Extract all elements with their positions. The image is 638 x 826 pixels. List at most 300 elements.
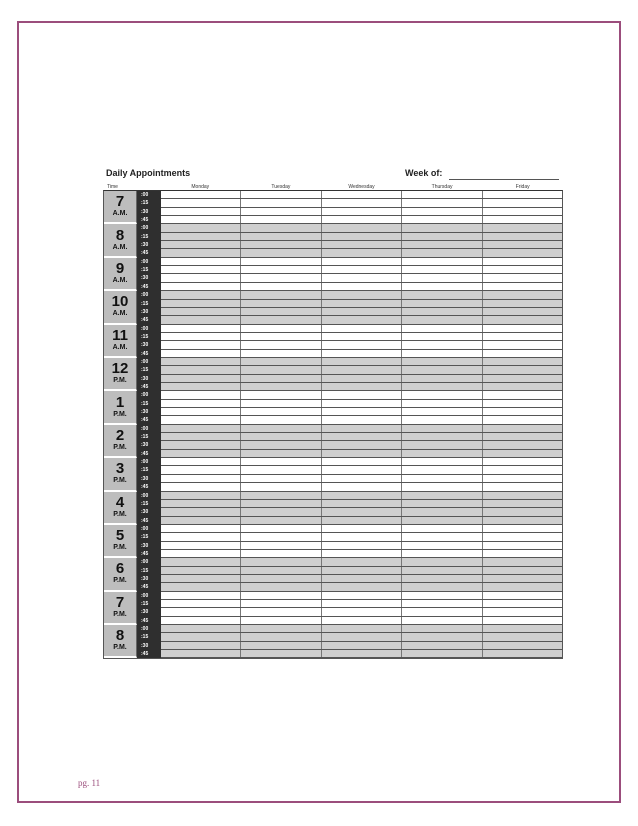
appointment-cell[interactable] [241,333,321,340]
appointment-cell[interactable] [402,525,482,532]
appointment-cell[interactable] [161,642,241,649]
appointment-cell[interactable] [483,625,562,632]
appointment-cell[interactable] [483,416,562,423]
appointment-cell[interactable] [322,425,402,432]
appointment-cell[interactable] [402,408,482,415]
appointment-cell[interactable] [161,567,241,574]
appointment-cell[interactable] [241,300,321,307]
appointment-cell[interactable] [402,300,482,307]
appointment-cell[interactable] [161,608,241,615]
appointment-cell[interactable] [161,199,241,206]
appointment-cell[interactable] [483,266,562,273]
appointment-cell[interactable] [483,258,562,265]
appointment-cell[interactable] [241,266,321,273]
minute-label: :30 [141,642,149,649]
appointment-cell[interactable] [483,567,562,574]
appointment-cell[interactable] [322,199,402,206]
appointment-cell[interactable] [241,416,321,423]
appointment-cell[interactable] [161,633,241,640]
appointment-cell[interactable] [402,366,482,373]
appointment-cell[interactable] [322,291,402,298]
appointment-cell[interactable] [402,650,482,657]
appointment-cell[interactable] [483,633,562,640]
appointment-cell[interactable] [241,241,321,248]
appointment-cell[interactable] [241,433,321,440]
appointment-cell[interactable] [322,433,402,440]
appointment-cell[interactable] [322,274,402,281]
hour-block [104,191,562,224]
appointment-cell[interactable] [322,550,402,557]
appointment-cell[interactable] [241,208,321,215]
appointment-cell[interactable] [161,224,241,231]
appointment-cell[interactable] [161,350,241,357]
appointment-cell[interactable] [161,592,241,599]
appointment-cell[interactable] [161,450,241,457]
appointment-cell[interactable] [161,416,241,423]
appointment-cell[interactable] [241,517,321,524]
appointment-cell[interactable] [322,575,402,582]
appointment-cell[interactable] [483,458,562,465]
appointment-cell[interactable] [322,366,402,373]
appointment-cell[interactable] [241,224,321,231]
appointment-cell[interactable] [241,525,321,532]
appointment-cell[interactable] [161,583,241,590]
appointment-cell[interactable] [241,508,321,515]
hour-label [104,558,137,591]
appointment-cell[interactable] [241,600,321,607]
appointment-cell[interactable] [241,316,321,323]
appointment-cell[interactable] [322,517,402,524]
appointment-cell[interactable] [483,583,562,590]
appointment-cell[interactable] [483,224,562,231]
appointment-cell[interactable] [161,625,241,632]
appointment-cell[interactable] [402,617,482,624]
appointment-cell[interactable] [402,533,482,540]
appointment-cell[interactable] [402,550,482,557]
appointment-cell[interactable] [322,533,402,540]
appointment-cell[interactable] [161,274,241,281]
appointment-cell[interactable] [241,450,321,457]
appointment-cell[interactable] [161,366,241,373]
appointment-cell[interactable] [241,458,321,465]
appointment-cell[interactable] [161,375,241,382]
appointment-cell[interactable] [322,483,402,490]
appointment-cell[interactable] [241,308,321,315]
appointment-cell[interactable] [241,475,321,482]
appointment-cell[interactable] [402,291,482,298]
appointment-cell[interactable] [241,533,321,540]
appointment-cell[interactable] [483,208,562,215]
appointment-cell[interactable] [322,650,402,657]
appointment-cell[interactable] [322,325,402,332]
appointment-cell[interactable] [161,325,241,332]
appointment-cell[interactable] [241,608,321,615]
appointment-cell[interactable] [483,433,562,440]
appointment-cell[interactable] [161,558,241,565]
appointment-cell[interactable] [402,575,482,582]
appointment-cell[interactable] [483,508,562,515]
appointment-cell[interactable] [241,274,321,281]
appointment-cell[interactable] [322,241,402,248]
appointment-cell[interactable] [402,608,482,615]
appointment-cell[interactable] [402,583,482,590]
appointment-cell[interactable] [483,400,562,407]
time-slot-row [161,433,562,441]
appointment-cell[interactable] [483,375,562,382]
appointment-cell[interactable] [241,583,321,590]
appointment-cell[interactable] [402,483,482,490]
appointment-cell[interactable] [483,592,562,599]
appointment-cell[interactable] [402,400,482,407]
appointment-cell[interactable] [402,592,482,599]
appointment-cell[interactable] [322,500,402,507]
appointment-cell[interactable] [483,500,562,507]
appointment-cell[interactable] [161,550,241,557]
appointment-cell[interactable] [241,492,321,499]
day-slots [161,425,562,458]
appointment-cell[interactable] [241,542,321,549]
appointment-cell[interactable] [322,441,402,448]
appointment-cell[interactable] [241,466,321,473]
appointment-cell[interactable] [483,358,562,365]
appointment-cell[interactable] [322,249,402,256]
time-slot-row [161,416,562,424]
appointment-cell[interactable] [483,241,562,248]
appointment-cell[interactable] [322,642,402,649]
appointment-cell[interactable] [402,433,482,440]
appointment-cell[interactable] [322,400,402,407]
appointment-cell[interactable] [241,625,321,632]
appointment-cell[interactable] [161,500,241,507]
appointment-cell[interactable] [241,341,321,348]
appointment-cell[interactable] [322,508,402,515]
appointment-cell[interactable] [161,358,241,365]
appointment-cell[interactable] [161,425,241,432]
appointment-cell[interactable] [241,575,321,582]
appointment-cell[interactable] [161,483,241,490]
appointment-cell[interactable] [241,642,321,649]
appointment-cell[interactable] [241,408,321,415]
appointment-cell[interactable] [322,358,402,365]
hour-number: 4 [115,493,125,511]
appointment-cell[interactable] [322,592,402,599]
appointment-cell[interactable] [322,608,402,615]
appointment-cell[interactable] [241,391,321,398]
appointment-cell[interactable] [322,633,402,640]
appointment-cell[interactable] [483,575,562,582]
appointment-cell[interactable] [161,400,241,407]
appointment-cell[interactable] [322,391,402,398]
appointment-cell[interactable] [483,650,562,657]
appointment-cell[interactable] [241,400,321,407]
appointment-cell[interactable] [241,483,321,490]
minute-label: :00 [141,492,149,499]
appointment-cell[interactable] [241,441,321,448]
appointment-cell[interactable] [322,208,402,215]
appointment-cell[interactable] [161,208,241,215]
appointment-cell[interactable] [402,241,482,248]
time-slot-row [161,274,562,282]
appointment-cell[interactable] [402,249,482,256]
appointment-cell[interactable] [241,233,321,240]
appointment-cell[interactable] [402,341,482,348]
appointment-cell[interactable] [241,366,321,373]
appointment-cell[interactable] [322,266,402,273]
appointment-cell[interactable] [241,325,321,332]
appointment-cell[interactable] [402,642,482,649]
appointment-cell[interactable] [483,450,562,457]
appointment-cell[interactable] [322,375,402,382]
appointment-cell[interactable] [483,466,562,473]
appointment-cell[interactable] [402,441,482,448]
appointment-cell[interactable] [402,191,482,198]
appointment-cell[interactable] [402,425,482,432]
appointment-cell[interactable] [402,475,482,482]
appointment-cell[interactable] [161,408,241,415]
appointment-cell[interactable] [322,567,402,574]
appointment-cell[interactable] [483,600,562,607]
appointment-cell[interactable] [402,458,482,465]
appointment-cell[interactable] [483,517,562,524]
appointment-cell[interactable] [402,233,482,240]
appointment-cell[interactable] [241,191,321,198]
appointment-cell[interactable] [402,517,482,524]
appointment-cell[interactable] [161,241,241,248]
appointment-cell[interactable] [402,216,482,223]
appointment-cell[interactable] [483,475,562,482]
appointment-cell[interactable] [161,466,241,473]
appointment-cell[interactable] [161,492,241,499]
appointment-cell[interactable] [322,492,402,499]
minute-label: :00 [141,425,149,432]
appointment-cell[interactable] [241,617,321,624]
appointment-cell[interactable] [402,325,482,332]
appointment-cell[interactable] [483,291,562,298]
appointment-cell[interactable] [322,383,402,390]
appointment-cell[interactable] [483,608,562,615]
appointment-cell[interactable] [322,308,402,315]
time-slot-row [161,525,562,533]
appointment-cell[interactable] [322,542,402,549]
appointment-cell[interactable] [161,433,241,440]
appointment-cell[interactable] [402,508,482,515]
appointment-cell[interactable] [483,617,562,624]
appointment-cell[interactable] [322,625,402,632]
appointment-cell[interactable] [483,408,562,415]
appointment-cell[interactable] [483,550,562,557]
appointment-cell[interactable] [241,249,321,256]
appointment-cell[interactable] [402,224,482,231]
appointment-cell[interactable] [483,191,562,198]
minute-label: :15 [141,534,149,541]
appointment-cell[interactable] [241,216,321,223]
time-slot-row [161,233,562,241]
appointment-cell[interactable] [161,391,241,398]
appointment-cell[interactable] [322,458,402,465]
appointment-cell[interactable] [322,258,402,265]
appointment-cell[interactable] [322,408,402,415]
appointment-cell[interactable] [483,558,562,565]
appointment-cell[interactable] [161,383,241,390]
time-slot-row [161,258,562,266]
appointment-cell[interactable] [322,475,402,482]
appointment-cell[interactable] [161,191,241,198]
appointment-cell[interactable] [402,358,482,365]
appointment-cell[interactable] [322,191,402,198]
appointment-cell[interactable] [161,441,241,448]
appointment-cell[interactable] [241,633,321,640]
appointment-cell[interactable] [402,466,482,473]
appointment-cell[interactable] [161,475,241,482]
appointment-cell[interactable] [402,266,482,273]
appointment-cell[interactable] [402,500,482,507]
appointment-cell[interactable] [402,416,482,423]
appointment-cell[interactable] [402,625,482,632]
appointment-cell[interactable] [402,383,482,390]
minute-label: :30 [141,575,149,582]
appointment-cell[interactable] [483,233,562,240]
appointment-cell[interactable] [322,224,402,231]
minute-label: :30 [141,275,149,282]
appointment-cell[interactable] [161,508,241,515]
appointment-cell[interactable] [161,233,241,240]
appointment-cell[interactable] [483,283,562,290]
appointment-cell[interactable] [241,375,321,382]
appointment-cell[interactable] [402,633,482,640]
appointment-cell[interactable] [322,350,402,357]
appointment-cell[interactable] [322,466,402,473]
appointment-cell[interactable] [402,258,482,265]
appointment-cell[interactable] [241,358,321,365]
appointment-cell[interactable] [483,325,562,332]
appointment-cell[interactable] [161,291,241,298]
appointment-cell[interactable] [322,341,402,348]
appointment-cell[interactable] [402,316,482,323]
appointment-cell[interactable] [241,199,321,206]
appointment-cell[interactable] [241,350,321,357]
appointment-cell[interactable] [483,492,562,499]
appointment-cell[interactable] [402,492,482,499]
appointment-cell[interactable] [161,333,241,340]
appointment-cell[interactable] [322,216,402,223]
appointment-cell[interactable] [483,300,562,307]
appointment-cell[interactable] [241,425,321,432]
appointment-cell[interactable] [241,558,321,565]
appointment-cell[interactable] [322,525,402,532]
appointment-cell[interactable] [241,291,321,298]
appointment-cell[interactable] [161,458,241,465]
appointment-cell[interactable] [483,425,562,432]
appointment-cell[interactable] [322,416,402,423]
appointment-cell[interactable] [322,333,402,340]
appointment-cell[interactable] [241,258,321,265]
appointment-cell[interactable] [241,592,321,599]
hour-number: 11 [112,326,128,344]
appointment-cell[interactable] [322,600,402,607]
appointment-cell[interactable] [483,308,562,315]
appointment-cell[interactable] [483,542,562,549]
week-of-line[interactable] [449,179,559,180]
appointment-cell[interactable] [483,199,562,206]
appointment-cell[interactable] [161,300,241,307]
appointment-cell[interactable] [241,650,321,657]
appointment-cell[interactable] [483,441,562,448]
appointment-cell[interactable] [161,575,241,582]
appointment-cell[interactable] [483,350,562,357]
appointment-cell[interactable] [402,600,482,607]
time-slot-row [161,466,562,474]
appointment-cell[interactable] [322,283,402,290]
appointment-cell[interactable] [161,517,241,524]
appointment-cell[interactable] [161,316,241,323]
appointment-cell[interactable] [161,341,241,348]
time-slot-row [161,316,562,324]
appointment-cell[interactable] [161,216,241,223]
appointment-cell[interactable] [402,333,482,340]
appointment-cell[interactable] [161,533,241,540]
appointment-cell[interactable] [483,274,562,281]
appointment-cell[interactable] [402,375,482,382]
appointment-cell[interactable] [483,383,562,390]
appointment-cell[interactable] [322,558,402,565]
appointment-cell[interactable] [161,308,241,315]
appointment-cell[interactable] [161,600,241,607]
appointment-cell[interactable] [161,542,241,549]
appointment-cell[interactable] [161,650,241,657]
appointment-cell[interactable] [483,525,562,532]
appointment-cell[interactable] [322,450,402,457]
appointment-cell[interactable] [241,550,321,557]
appointment-cell[interactable] [483,341,562,348]
appointment-cell[interactable] [322,300,402,307]
appointment-cell[interactable] [483,533,562,540]
appointment-cell[interactable] [402,274,482,281]
appointment-cell[interactable] [322,233,402,240]
appointment-cell[interactable] [241,383,321,390]
appointment-cell[interactable] [241,283,321,290]
appointment-cell[interactable] [483,316,562,323]
appointment-cell[interactable] [402,199,482,206]
appointment-cell[interactable] [402,558,482,565]
appointment-cell[interactable] [322,583,402,590]
appointment-cell[interactable] [402,567,482,574]
appointment-cell[interactable] [161,525,241,532]
appointment-cell[interactable] [161,283,241,290]
appointment-cell[interactable] [483,366,562,373]
appointment-cell[interactable] [402,542,482,549]
appointment-cell[interactable] [161,249,241,256]
appointment-cell[interactable] [161,617,241,624]
appointment-cell[interactable] [483,333,562,340]
appointment-cell[interactable] [402,283,482,290]
appointment-cell[interactable] [402,450,482,457]
appointment-cell[interactable] [483,642,562,649]
appointment-cell[interactable] [402,208,482,215]
appointment-cell[interactable] [322,316,402,323]
appointment-cell[interactable] [483,216,562,223]
appointment-cell[interactable] [483,391,562,398]
appointment-cell[interactable] [402,350,482,357]
appointment-cell[interactable] [402,391,482,398]
appointment-cell[interactable] [483,483,562,490]
appointment-cell[interactable] [241,567,321,574]
appointment-cell[interactable] [161,258,241,265]
appointment-cell[interactable] [402,308,482,315]
appointment-cell[interactable] [322,617,402,624]
appointment-cell[interactable] [241,500,321,507]
appointment-cell[interactable] [161,266,241,273]
appointment-cell[interactable] [483,249,562,256]
